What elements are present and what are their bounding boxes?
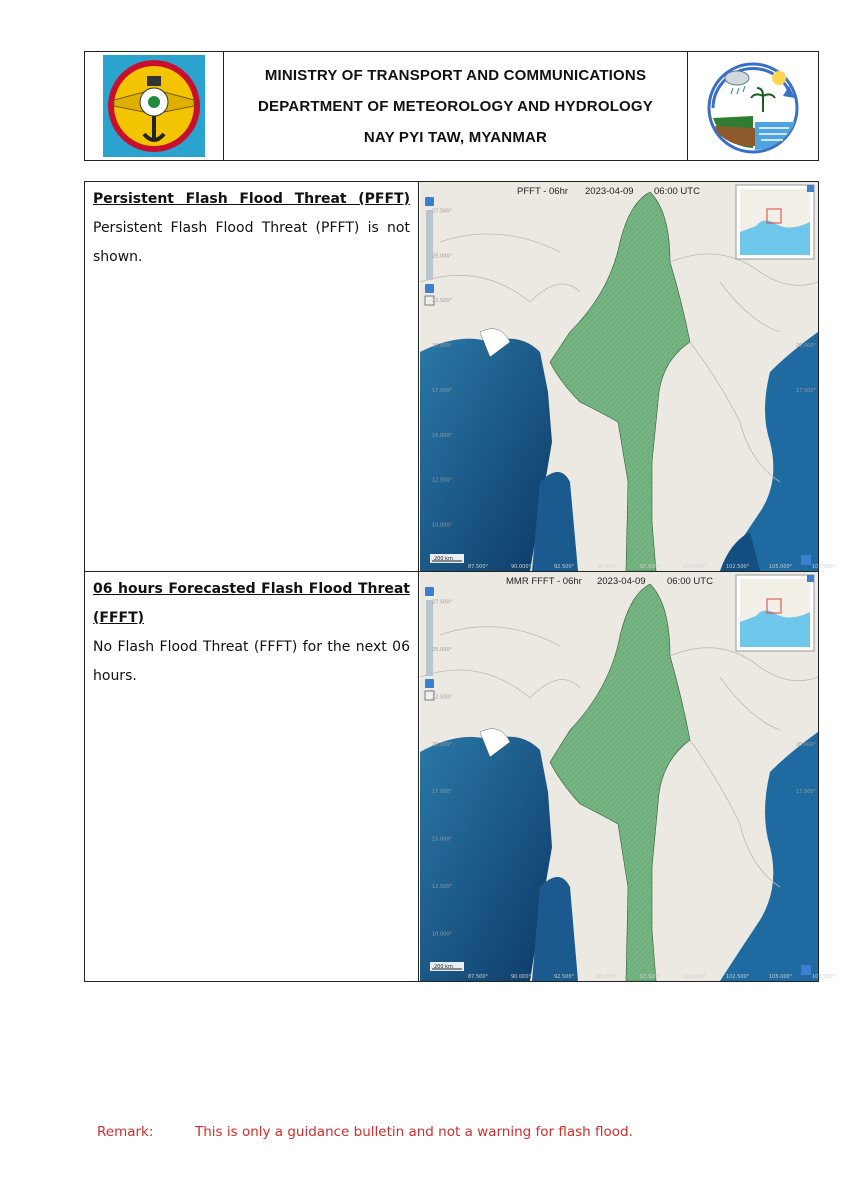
pfft-lon-labels <box>468 564 836 570</box>
grid-label: 100.000° <box>683 564 707 570</box>
grid-label: 17.500° <box>432 387 452 394</box>
grid-label: 25.000° <box>432 647 452 654</box>
pfft-map-product: PFFT - 06hr <box>517 186 569 197</box>
pfft-map-date: 2023-04-09 <box>585 186 634 197</box>
grid-label: 17.500° <box>432 789 452 796</box>
grid-label: 97.500° <box>640 564 660 570</box>
grid-label: 12.500° <box>432 883 452 890</box>
grid-label: 27.500° <box>432 208 452 215</box>
ffft-text-cell <box>85 572 419 981</box>
ffft-map-svg <box>420 572 836 981</box>
grid-label: 27.500° <box>432 599 452 606</box>
svg-text:200 km: 200 km <box>434 556 453 562</box>
ffft-lon-labels <box>468 974 836 980</box>
grid-label: 92.500° <box>554 564 574 570</box>
ffft-section <box>85 572 836 981</box>
ffft-heading-abbr: (FFFT) <box>93 610 145 626</box>
grid-label: 105.000° <box>769 564 793 570</box>
ffft-map-time: 06:00 UTC <box>667 576 713 587</box>
grid-label: 95.000° <box>597 564 617 570</box>
ffft-body: No Flash Flood Threat (FFFT) for the next 06 hours. <box>93 639 410 684</box>
grid-label: 102.500° <box>726 974 750 980</box>
grid-label: 97.500° <box>640 974 660 980</box>
grid-label: 15.000° <box>432 836 452 843</box>
grid-label: 102.500° <box>726 564 750 570</box>
grid-label: 10.000° <box>432 522 452 529</box>
ministry-logo-cell <box>85 52 224 160</box>
ffft-map-date: 2023-04-09 <box>597 576 646 587</box>
ministry-emblem-icon <box>102 54 206 158</box>
grid-label: 20.000° <box>796 741 816 748</box>
ministry-name: MINISTRY OF TRANSPORT AND COMMUNICATIONS <box>264 66 647 84</box>
ffft-heading: 06 hours Forecasted Flash Flood Threat <box>93 581 410 597</box>
letterhead-title <box>224 52 687 160</box>
pfft-map-title <box>517 186 700 197</box>
grid-label: 15.000° <box>432 432 452 439</box>
svg-text:200 km: 200 km <box>434 964 453 970</box>
pfft-scale-bar <box>430 554 464 563</box>
grid-label: 90.000° <box>511 974 531 980</box>
remark <box>97 1124 633 1140</box>
ffft-scale-bar <box>430 962 464 971</box>
bay-of-bengal <box>420 737 552 981</box>
pfft-body: Persistent Flash Flood Threat (PFFT) is not shown. <box>93 220 410 265</box>
grid-label: 87.500° <box>468 564 488 570</box>
grid-label: 87.500° <box>468 974 488 980</box>
grid-label: 22.500° <box>432 694 452 701</box>
grid-label: 10.000° <box>432 931 452 938</box>
grid-label: 92.500° <box>554 974 574 980</box>
grid-label: 25.000° <box>432 253 452 260</box>
grid-label: 107.500° <box>812 564 836 570</box>
location-name: NAY PYI TAW, MYANMAR <box>363 128 548 146</box>
bulletin-table <box>84 181 836 982</box>
grid-label: 105.000° <box>769 974 793 980</box>
ffft-info-button[interactable] <box>801 965 811 975</box>
grid-label: 20.000° <box>796 343 816 350</box>
bay-of-bengal <box>420 339 552 571</box>
grid-label: 22.500° <box>432 298 452 305</box>
remark-label: Remark: <box>97 1124 154 1140</box>
pfft-text-cell <box>85 182 419 571</box>
pfft-map-time: 06:00 UTC <box>654 186 700 197</box>
grid-label: 20.000° <box>432 343 452 350</box>
grid-label: 100.000° <box>683 974 707 980</box>
grid-label: 90.000° <box>511 564 531 570</box>
pfft-map[interactable] <box>420 182 836 571</box>
department-logo-cell <box>687 52 818 160</box>
grid-label: 20.000° <box>432 741 452 748</box>
department-name: DEPARTMENT OF METEOROLOGY AND HYDROLOGY <box>257 97 654 115</box>
grid-label: 17.500° <box>796 387 816 394</box>
grid-label: 17.500° <box>796 789 816 796</box>
pfft-section <box>85 182 836 572</box>
grid-label: 107.500° <box>812 974 836 980</box>
pfft-info-button[interactable] <box>801 555 811 565</box>
grid-label: 12.500° <box>432 477 452 484</box>
ffft-map[interactable] <box>420 572 836 981</box>
letterhead <box>84 51 819 161</box>
ffft-minimap[interactable] <box>736 575 814 651</box>
ffft-map-product: MMR FFFT - 06hr <box>506 576 582 587</box>
remark-text: This is only a guidance bulletin and not a warning for flash flood. <box>195 1124 633 1140</box>
grid-label: 95.000° <box>597 974 617 980</box>
pfft-minimap[interactable] <box>736 185 814 259</box>
pfft-map-svg <box>420 182 836 571</box>
ffft-map-title <box>506 576 713 587</box>
pfft-heading: Persistent Flash Flood Threat (PFFT) <box>93 191 410 207</box>
hydrology-cycle-icon <box>703 56 803 156</box>
